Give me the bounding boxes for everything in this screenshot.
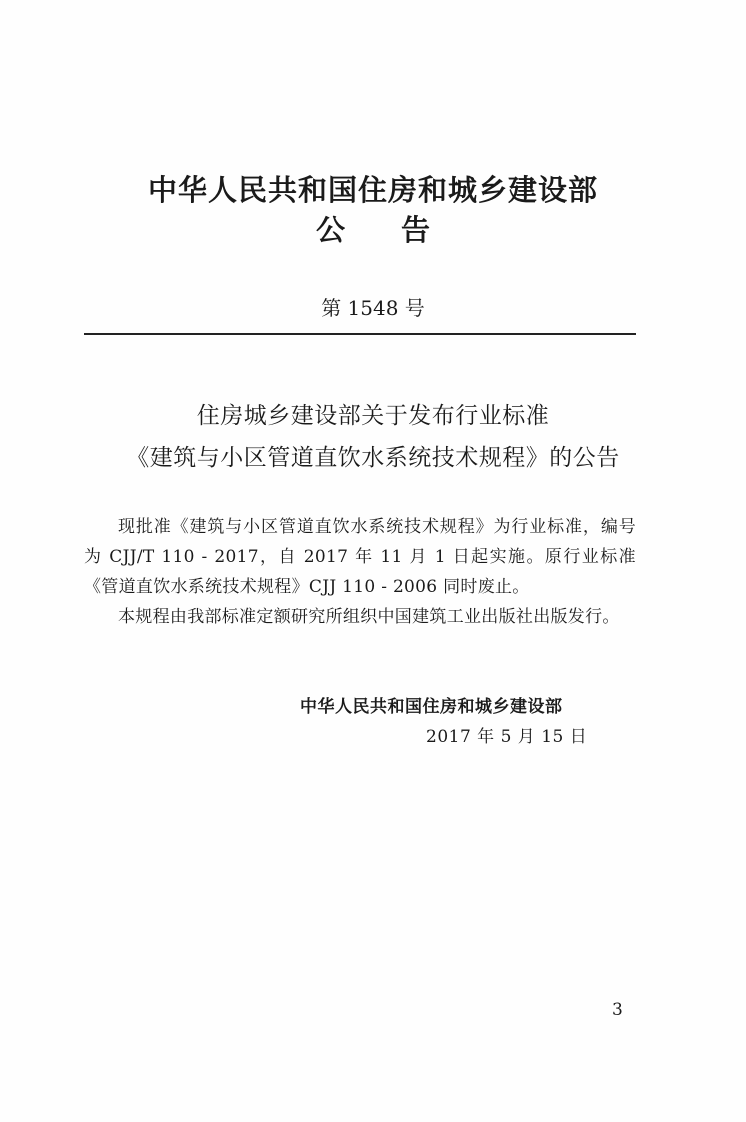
- issuing-authority-heading: 中华人民共和国住房和城乡建设部: [147, 173, 598, 207]
- announcement-title-line-2: 《建筑与小区管道直饮水系统技术规程》的公告: [126, 445, 620, 471]
- signature-date: 2017 年 5 月 15 日: [426, 727, 588, 747]
- body-paragraph-2: 本规程由我部标准定额研究所组织中国建筑工业出版社出版发行。: [118, 607, 620, 627]
- body-paragraph-1: 现批准《建筑与小区管道直饮水系统技术规程》为行业标准，编号为 CJJ/T 110 - 2017，自 2017 年 11 月 1 日起实施。原行业标准《管道直饮水系统技术规程》CJJ 110 - 2006 同时废止。: [84, 517, 636, 597]
- page-number: 3: [612, 1000, 623, 1020]
- issue-number: 第 1548 号: [321, 296, 425, 320]
- document-type-heading: 公告: [315, 213, 486, 247]
- header-divider: [84, 333, 636, 335]
- signature-organization: 中华人民共和国住房和城乡建设部: [300, 697, 563, 717]
- announcement-title-line-1: 住房城乡建设部关于发布行业标准: [196, 403, 550, 429]
